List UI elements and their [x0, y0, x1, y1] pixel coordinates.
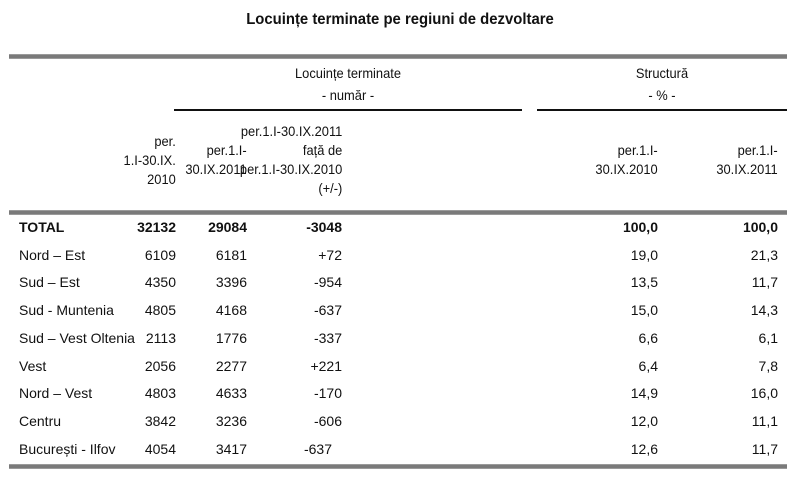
structure-2011-cell: 21,3: [750, 246, 778, 263]
group-header-structura-unit: - % -: [648, 87, 676, 103]
difference-cell: +72: [318, 246, 342, 263]
table-row: [0, 380, 800, 406]
count-2010-cell: 4803: [144, 385, 176, 402]
group-header-structura-title: Structură: [635, 65, 689, 81]
count-2011-cell: 2277: [215, 357, 247, 374]
structure-2011-cell: 7,8: [758, 357, 778, 374]
region-cell: Nord – Vest: [19, 385, 93, 402]
group-header-locuinte: [188, 62, 508, 106]
difference-cell: -606: [313, 412, 342, 429]
difference-cell: -637: [303, 440, 332, 457]
structure-2011-cell: 11,7: [751, 274, 778, 291]
difference-cell: -954: [313, 274, 342, 291]
difference-cell: -3048: [306, 219, 342, 235]
region-cell: București - Ilfov: [19, 440, 116, 457]
count-2010-cell: 4805: [144, 302, 176, 319]
structure-2010-cell: 100,0: [622, 219, 658, 235]
difference-cell: +221: [310, 357, 342, 374]
column-header-structure-2011: per.1.I- 30.IX.2011: [716, 142, 778, 177]
table-row-total: [0, 214, 800, 240]
structure-2011-cell: 11,1: [751, 412, 778, 429]
column-header-difference: per.1.I-30.IX.2011 față de per.1.I-30.IX.2010 (+/-): [239, 123, 342, 196]
count-2011-cell: 4633: [215, 385, 247, 402]
count-2011-cell: 3236: [215, 412, 247, 429]
table-row: [0, 436, 800, 462]
top-rule: [9, 54, 787, 59]
structure-2011-cell: 11,7: [751, 440, 778, 457]
region-cell: Sud - Muntenia: [19, 302, 114, 319]
structure-2010-cell: 6,6: [638, 329, 658, 346]
column-header-2011-count: per.1.I- 30.IX.2011: [185, 142, 247, 177]
count-2010-cell: 2056: [144, 357, 176, 374]
column-header-structure-2010: per.1.I- 30.IX.2010: [595, 142, 658, 177]
difference-cell: -637: [313, 302, 342, 319]
column-header-2010-count: per. 1.I-30.IX. 2010: [123, 133, 176, 187]
table-row: [0, 297, 800, 323]
group-header-structura: [547, 62, 777, 106]
region-cell: Sud – Vest Oltenia: [19, 329, 135, 346]
table-row: [0, 242, 800, 268]
region-cell: Nord – Est: [19, 246, 86, 263]
count-2011-cell: 3396: [215, 274, 247, 291]
structure-2010-cell: 19,0: [630, 246, 658, 263]
difference-cell: -337: [313, 329, 342, 346]
count-2010-cell: 6109: [144, 246, 176, 263]
region-cell: TOTAL: [19, 219, 65, 235]
structure-2010-cell: 15,0: [630, 302, 658, 319]
table-row: [0, 325, 800, 351]
structure-2011-cell: 14,3: [750, 302, 778, 319]
bottom-rule: [9, 464, 787, 469]
count-2010-cell: 2113: [145, 329, 176, 346]
count-2011-cell: 1776: [215, 329, 247, 346]
count-2010-cell: 4054: [144, 440, 176, 457]
structure-2010-cell: 14,9: [630, 385, 658, 402]
table-row: [0, 408, 800, 434]
structure-2011-cell: 100,0: [742, 219, 778, 235]
difference-cell: -170: [313, 385, 342, 402]
group-header-locuinte-title: Locuințe terminate: [295, 65, 401, 81]
region-cell: Sud – Est: [19, 274, 80, 291]
count-2011-cell: 3417: [215, 440, 247, 457]
region-cell: Centru: [19, 412, 62, 429]
structure-2010-cell: 12,6: [630, 440, 658, 457]
structure-2010-cell: 6,4: [638, 357, 658, 374]
count-2011-cell: 29084: [208, 219, 247, 235]
structure-2011-cell: 6,1: [758, 329, 778, 346]
count-2010-cell: 32132: [137, 219, 176, 235]
structure-2011-cell: 16,0: [750, 385, 778, 402]
count-2010-cell: 3842: [144, 412, 176, 429]
table-row: [0, 269, 800, 295]
count-2011-cell: 4168: [215, 302, 247, 319]
table-title: Locuințe terminate pe regiuni de dezvoltare: [246, 11, 554, 28]
count-2011-cell: 6181: [215, 246, 247, 263]
count-2010-cell: 4350: [144, 274, 176, 291]
group-header-locuinte-unit: - număr -: [321, 87, 375, 103]
region-cell: Vest: [19, 357, 47, 374]
group-rule-locuinte: [174, 109, 522, 111]
table-row: [0, 353, 800, 379]
structure-2010-cell: 13,5: [630, 274, 658, 291]
group-rule-structura: [537, 109, 787, 111]
structure-2010-cell: 12,0: [630, 412, 658, 429]
